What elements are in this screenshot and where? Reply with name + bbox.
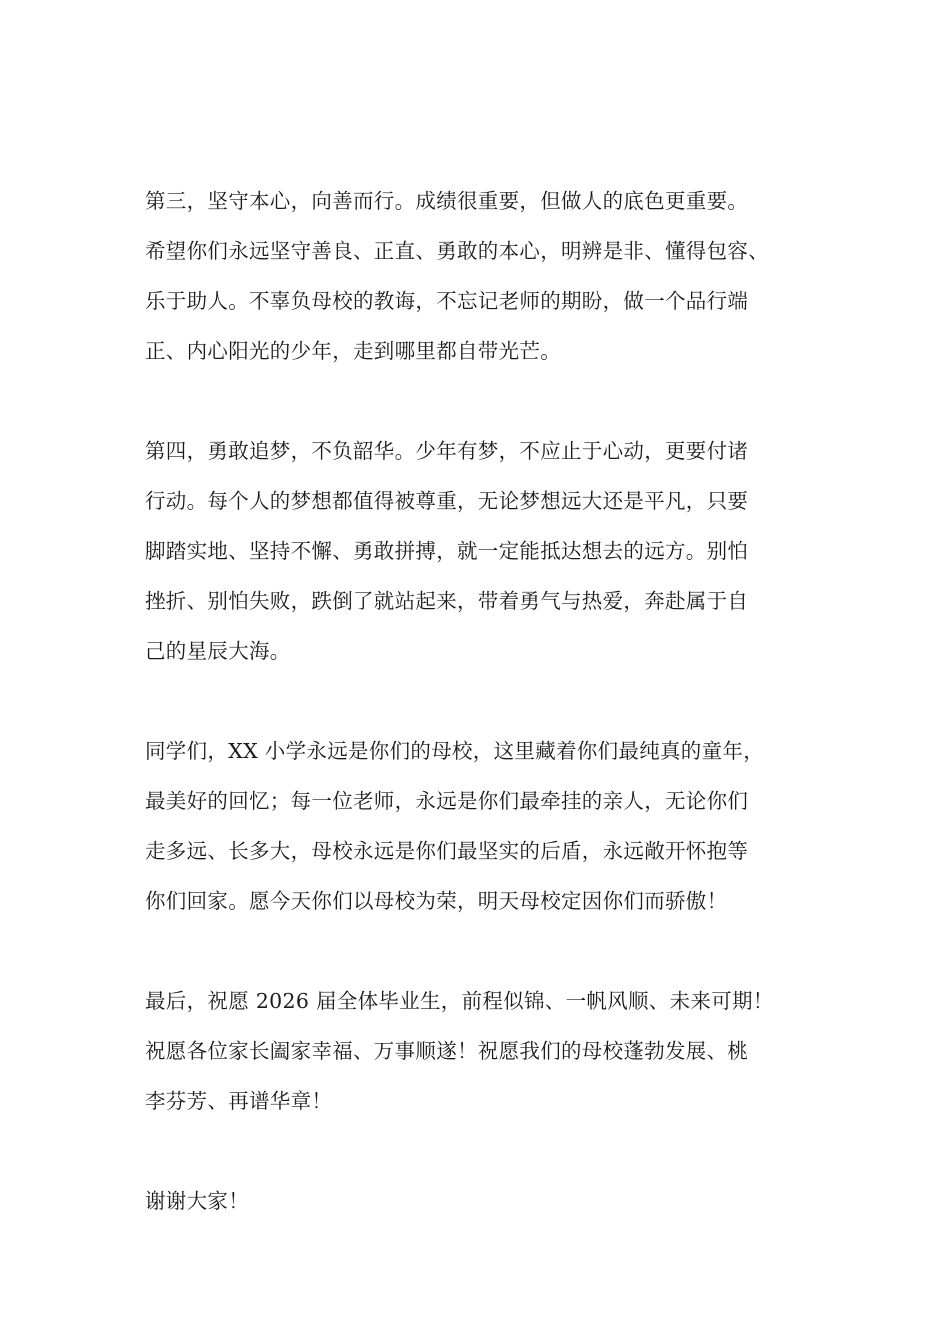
text-line: 谢谢大家！ [145, 1189, 249, 1213]
text-line: 第三，坚守本心，向善而行。成绩很重要，但做人的底色更重要。 [145, 189, 749, 213]
document-body [145, 176, 835, 1226]
text-line: 你们回家。愿今天你们以母校为荣，明天母校定因你们而骄傲！ [145, 889, 728, 913]
text-line: 希望你们永远坚守善良、正直、勇敢的本心，明辨是非、懂得包容、 [145, 239, 769, 263]
paragraph-spacer [145, 926, 835, 976]
text-line: 最美好的回忆；每一位老师，永远是你们最牵挂的亲人，无论你们 [145, 789, 749, 813]
text-line: 同学们，XX 小学永远是你们的母校，这里藏着你们最纯真的童年， [145, 739, 765, 763]
paragraph-spacer [145, 676, 835, 726]
text-line: 第四，勇敢追梦，不负韶华。少年有梦，不应止于心动，更要付诸 [145, 439, 749, 463]
paragraph-spacer [145, 1126, 835, 1176]
paragraph-spacer [145, 376, 835, 426]
paragraph-closing-wishes [145, 976, 835, 1126]
text-line: 祝愿各位家长阖家幸福、万事顺遂！祝愿我们的母校蓬勃发展、桃 [145, 1039, 749, 1063]
text-line: 脚踏实地、坚持不懈、勇敢拼搏，就一定能抵达想去的远方。别怕 [145, 539, 749, 563]
text-line: 最后，祝愿 2026 届全体毕业生，前程似锦、一帆风顺、未来可期！ [145, 989, 774, 1013]
paragraph-students-address [145, 726, 835, 926]
text-line: 走多远、长多大，母校永远是你们最坚实的后盾，永远敞开怀抱等 [145, 839, 749, 863]
text-line: 李芬芳、再谱华章！ [145, 1089, 333, 1113]
paragraph-fourth-point [145, 426, 835, 676]
paragraph-third-point [145, 176, 835, 376]
text-line: 行动。每个人的梦想都值得被尊重，无论梦想远大还是平凡，只要 [145, 489, 749, 513]
paragraph-thanks [145, 1176, 835, 1226]
text-line: 正、内心阳光的少年，走到哪里都自带光芒。 [145, 339, 561, 363]
text-line: 己的星辰大海。 [145, 639, 291, 663]
text-line: 挫折、别怕失败，跌倒了就站起来，带着勇气与热爱，奔赴属于自 [145, 589, 749, 613]
text-line: 乐于助人。不辜负母校的教诲，不忘记老师的期盼，做一个品行端 [145, 289, 749, 313]
